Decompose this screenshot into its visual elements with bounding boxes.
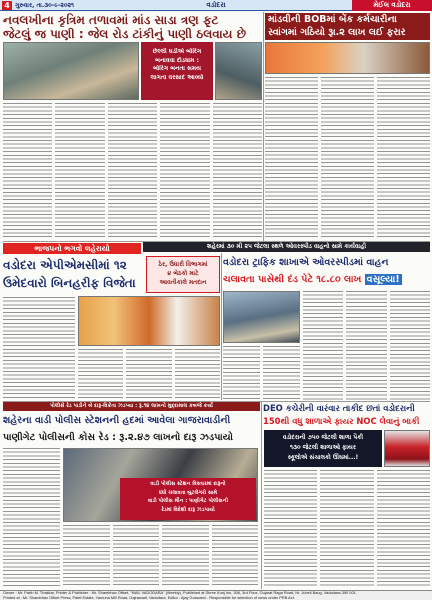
caption-line: છેલ્લી ઘડીએ બોરિંગ <box>152 48 202 55</box>
headline-line <box>223 271 430 288</box>
traffic-police-photo <box>223 291 300 343</box>
text-column <box>3 103 52 239</box>
headline-fire-noc <box>263 402 430 429</box>
text-column <box>160 103 209 239</box>
caption-line: રેડમાં વિદેશી દારૂ ઝડપાયો <box>161 506 215 513</box>
photo-caption-box <box>120 478 256 520</box>
caption-line: ૧૩૦ જેટલી શાળાઓ ફાયર <box>290 444 356 451</box>
headline-line: વડોદરા ટ્રાફિક શાખાએ ઓવરસ્પીડમાં વાહન <box>223 257 389 268</box>
text-column <box>55 103 104 239</box>
column-rule <box>261 402 262 589</box>
text-column <box>390 291 430 400</box>
text-column <box>213 103 262 239</box>
headline-liquor <box>3 412 260 446</box>
caption-line: આવતીકાલે મતદાન <box>159 279 207 286</box>
caption-line: ૪ બેઠકો માટે <box>167 270 199 277</box>
photo-caption-box <box>141 42 213 100</box>
article-body <box>264 470 430 588</box>
headline-line: પાણીગેટ પોલીસની કોસ રેડ : રૂ.૨.૪૭ લાખનો દારૂ ઝડપાયો <box>3 432 234 443</box>
caption-line: વડોદરાની ૭૫૦ જેટલી શાળા પૈકી <box>282 434 364 441</box>
section-title: વડોદરા <box>206 1 226 9</box>
headline-lake <box>3 13 262 41</box>
text-column <box>212 525 259 588</box>
article-body <box>63 525 258 588</box>
bank-photo <box>265 42 430 74</box>
text-column <box>3 448 60 588</box>
headline-line: જેટલું જ પાણી : જેલ રોડ ટાંકીનું પાણી ઠલવાય છે <box>3 27 246 41</box>
text-column <box>63 525 110 588</box>
column-rule <box>263 12 264 241</box>
group-photo <box>78 296 220 346</box>
text-column <box>108 103 157 239</box>
headline-line: નવલખીના કૃત્રિમ તળાવમાં માંડ સાડા ત્રણ ફૂટ <box>3 13 219 27</box>
caption-line: ઠેર, ઉધારી વિભાગમાં <box>158 261 208 268</box>
text-column <box>303 291 343 400</box>
text-column <box>162 525 209 588</box>
imprint-line: Owner : Mr. Parth M. Thakkar, Printer & Publisher : Mr. Shambhav Offset, "MAIL VADODARA" (Weekly), Published at Shree Kunj Inn, 306, 3rd Floor, Gujarat Raga Road, Nr. Jubeli Baug, Vadodara-390 001. <box>3 591 357 595</box>
article-body <box>78 349 220 400</box>
article-body <box>3 448 60 588</box>
caption-line: બનાવવા દોડધામ : <box>155 56 199 64</box>
text-column <box>321 77 374 239</box>
headline-line: માંડવીની BOBમાં બેંક કર્મચારીના <box>268 14 397 25</box>
caption-line: ધંધો ચલાવતા બુટલેગરો સામે <box>158 489 218 496</box>
headline-line: DEO કચેરીની વારંવાર તાકીદ છતાં વડોદરાની <box>263 403 415 413</box>
text-column <box>265 77 318 239</box>
text-column <box>346 291 386 400</box>
caption-line: વાડી પોલીસ સ્ટેશન વિસ્તારમાં દારૂનો <box>150 481 226 487</box>
lake-photo <box>215 42 262 100</box>
headline-line: 150થી વધુ શાળાએ ફાયર NOC લેવાનું બાકી <box>263 416 420 426</box>
text-column <box>377 470 430 588</box>
fire-extinguisher-photo <box>384 430 430 467</box>
headline-apmc <box>3 256 144 294</box>
imprint-footer <box>0 590 432 600</box>
text-column <box>320 470 373 588</box>
kicker-banner: પોલીસે રેડ પાડીને બે દારૂ-વિક્રેતા ઝડપ્યા : રૂ.૧૪ લાખનો મુદ્દામાલ કબજે કર્યો <box>3 402 260 411</box>
article-body <box>3 103 262 239</box>
text-column <box>113 525 160 588</box>
article-body <box>265 77 430 239</box>
article-body <box>3 297 75 400</box>
caption-line: બોરિંગ બનતા સમય <box>152 65 202 73</box>
headline-line: ઉમેદવારો બિનહરીફ વિજેતા <box>3 276 136 290</box>
article-body <box>303 291 430 400</box>
text-column <box>264 470 317 588</box>
headline-traffic <box>223 254 430 289</box>
text-column <box>3 297 75 400</box>
text-column <box>126 349 171 400</box>
headline-line: શહેરના વાડી પોલીસ સ્ટેશનની હદમાં આવેલા ગાજરાવાડીની <box>3 415 231 426</box>
page-number: 4 <box>2 1 12 10</box>
column-rule <box>221 253 222 400</box>
text-column <box>263 346 300 400</box>
photo-caption-box <box>146 256 220 293</box>
news-banner: શહેરમાં ૩૦ મી ૨૫ જેટલા સ્થળે ઓવરસ્પીડ વાહનો સામે કાર્યવાહી <box>143 242 430 252</box>
lake-photo <box>3 42 139 100</box>
headline-bank <box>265 13 430 40</box>
text-column <box>377 77 430 239</box>
masthead-brand: મેઈલ વડોદરા <box>352 0 432 11</box>
text-column <box>175 349 220 400</box>
kicker-label: ભાજપનો ભગવો લહેરાયો <box>3 243 141 254</box>
issue-date: ગુરુવાર, તા.૩૦-૯-૨૦૨૧ <box>15 2 74 9</box>
photo-caption-box <box>264 430 382 467</box>
article-body <box>223 346 300 400</box>
imprint-line: Printed at : Mr. Shambhav Offset Press, Patel Estate, Yamuna Mill Road, Gajrawadi, Vadodara. Editor : Ajay Goswami - Responsible for selection of news under PRB Act. <box>3 595 295 600</box>
text-column <box>78 349 123 400</box>
headline-text: ચલાવતા પાસેથી દંડ પેટે ૧૮.૮૦ લાખ <box>223 274 362 285</box>
text-column <box>223 346 260 400</box>
caption-line: સ્કૂલોએ સંચાલકો ઊંઘમાં...! <box>287 454 359 461</box>
caption-line: વાડી પોલીસ મૌન : પાણીગેટ પોલીસની <box>147 498 229 505</box>
headline-highlight: વસૂલ્યા! <box>366 274 400 285</box>
headline-line: વડોદરા એપીએમસીમાં ૧૨ <box>3 258 127 272</box>
headline-line: સ્વાંગમાં ગઠિયો રૂા.૨ લાખ લઈ ફરાર <box>268 27 406 38</box>
caption-line: લાગતા વરસાદ આવ્યો <box>150 73 204 81</box>
